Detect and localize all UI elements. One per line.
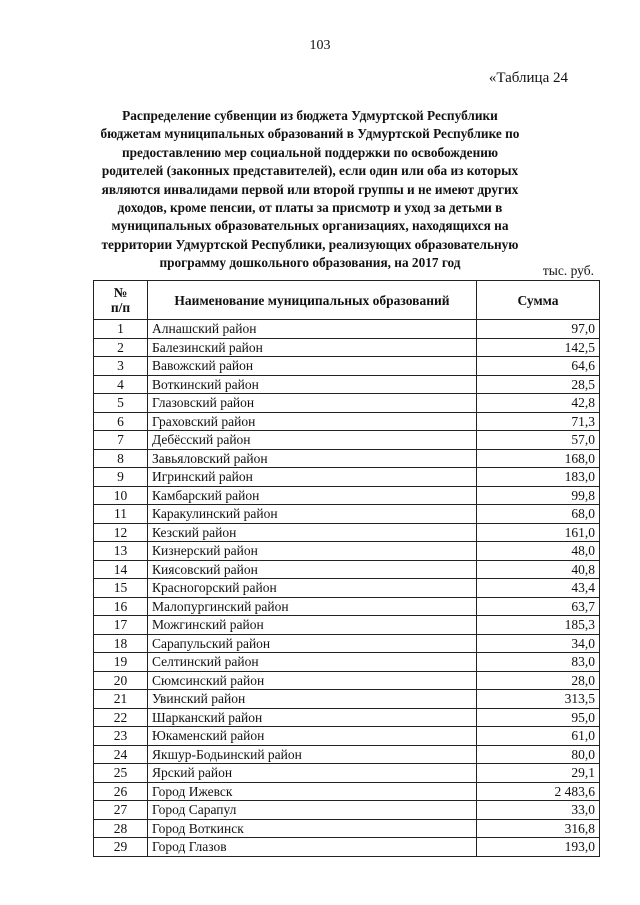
cell-num: 27 bbox=[94, 801, 148, 820]
table-row bbox=[94, 579, 600, 598]
cell-name: Алнашский район bbox=[148, 320, 477, 339]
cell-name: Город Ижевск bbox=[148, 782, 477, 801]
cell-sum: 168,0 bbox=[477, 449, 600, 468]
cell-num: 28 bbox=[94, 819, 148, 838]
cell-num: 1 bbox=[94, 320, 148, 339]
cell-num: 5 bbox=[94, 394, 148, 413]
cell-sum: 43,4 bbox=[477, 579, 600, 598]
cell-name: Киясовский район bbox=[148, 560, 477, 579]
cell-sum: 95,0 bbox=[477, 708, 600, 727]
cell-num: 13 bbox=[94, 542, 148, 561]
cell-name: Кезский район bbox=[148, 523, 477, 542]
cell-num: 15 bbox=[94, 579, 148, 598]
cell-sum: 80,0 bbox=[477, 745, 600, 764]
table-row bbox=[94, 357, 600, 376]
cell-num: 26 bbox=[94, 782, 148, 801]
subvention-table bbox=[93, 280, 600, 857]
units-label: тыс. руб. bbox=[542, 263, 594, 278]
cell-num: 2 bbox=[94, 338, 148, 357]
cell-sum: 97,0 bbox=[477, 320, 600, 339]
table-row bbox=[94, 819, 600, 838]
table-label: «Таблица 24 bbox=[488, 70, 568, 86]
table-row bbox=[94, 523, 600, 542]
cell-name: Воткинский район bbox=[148, 375, 477, 394]
table-row bbox=[94, 653, 600, 672]
cell-name: Город Глазов bbox=[148, 838, 477, 857]
cell-num: 23 bbox=[94, 727, 148, 746]
cell-sum: 193,0 bbox=[477, 838, 600, 857]
cell-sum: 68,0 bbox=[477, 505, 600, 524]
cell-sum: 48,0 bbox=[477, 542, 600, 561]
table-row bbox=[94, 745, 600, 764]
page-number: 103 bbox=[309, 38, 331, 53]
cell-num: 20 bbox=[94, 671, 148, 690]
cell-name: Селтинский район bbox=[148, 653, 477, 672]
table-row bbox=[94, 708, 600, 727]
cell-sum: 183,0 bbox=[477, 468, 600, 487]
cell-sum: 83,0 bbox=[477, 653, 600, 672]
cell-sum: 42,8 bbox=[477, 394, 600, 413]
cell-num: 14 bbox=[94, 560, 148, 579]
table-row bbox=[94, 486, 600, 505]
cell-name: Завьяловский район bbox=[148, 449, 477, 468]
cell-num: 7 bbox=[94, 431, 148, 450]
cell-sum: 34,0 bbox=[477, 634, 600, 653]
cell-name: Граховский район bbox=[148, 412, 477, 431]
cell-name: Камбарский район bbox=[148, 486, 477, 505]
table-row bbox=[94, 394, 600, 413]
cell-sum: 71,3 bbox=[477, 412, 600, 431]
cell-sum: 142,5 bbox=[477, 338, 600, 357]
cell-name: Сюмсинский район bbox=[148, 671, 477, 690]
cell-name: Город Сарапул bbox=[148, 801, 477, 820]
header-sum: Сумма bbox=[477, 281, 600, 320]
table-row bbox=[94, 801, 600, 820]
cell-sum: 313,5 bbox=[477, 690, 600, 709]
table-row bbox=[94, 449, 600, 468]
cell-name: Юкаменский район bbox=[148, 727, 477, 746]
cell-sum: 61,0 bbox=[477, 727, 600, 746]
table-row bbox=[94, 690, 600, 709]
table-row bbox=[94, 764, 600, 783]
cell-num: 10 bbox=[94, 486, 148, 505]
cell-name: Красногорский район bbox=[148, 579, 477, 598]
cell-name: Увинский район bbox=[148, 690, 477, 709]
table-row bbox=[94, 597, 600, 616]
cell-sum: 161,0 bbox=[477, 523, 600, 542]
cell-num: 18 bbox=[94, 634, 148, 653]
cell-sum: 28,0 bbox=[477, 671, 600, 690]
header-num-line1: № bbox=[113, 285, 128, 300]
table-row bbox=[94, 671, 600, 690]
cell-name: Кизнерский район bbox=[148, 542, 477, 561]
cell-name: Балезинский район bbox=[148, 338, 477, 357]
cell-sum: 63,7 bbox=[477, 597, 600, 616]
table-row bbox=[94, 560, 600, 579]
cell-num: 4 bbox=[94, 375, 148, 394]
table-row bbox=[94, 727, 600, 746]
cell-num: 19 bbox=[94, 653, 148, 672]
cell-num: 9 bbox=[94, 468, 148, 487]
cell-name: Ярский район bbox=[148, 764, 477, 783]
cell-sum: 316,8 bbox=[477, 819, 600, 838]
table-row bbox=[94, 468, 600, 487]
cell-name: Вавожский район bbox=[148, 357, 477, 376]
header-num bbox=[94, 281, 148, 320]
cell-num: 11 bbox=[94, 505, 148, 524]
cell-name: Глазовский район bbox=[148, 394, 477, 413]
cell-name: Малопургинский район bbox=[148, 597, 477, 616]
table-row bbox=[94, 634, 600, 653]
cell-sum: 29,1 bbox=[477, 764, 600, 783]
cell-sum: 28,5 bbox=[477, 375, 600, 394]
table-body bbox=[94, 320, 600, 857]
cell-name: Дебёсский район bbox=[148, 431, 477, 450]
cell-name: Каракулинский район bbox=[148, 505, 477, 524]
cell-num: 12 bbox=[94, 523, 148, 542]
cell-num: 17 bbox=[94, 616, 148, 635]
cell-sum: 99,8 bbox=[477, 486, 600, 505]
cell-num: 22 bbox=[94, 708, 148, 727]
cell-name: Можгинский район bbox=[148, 616, 477, 635]
cell-num: 3 bbox=[94, 357, 148, 376]
table-row bbox=[94, 431, 600, 450]
table-row bbox=[94, 838, 600, 857]
table-row bbox=[94, 782, 600, 801]
table-row bbox=[94, 412, 600, 431]
header-num-line2: п/п bbox=[110, 300, 131, 315]
table-row bbox=[94, 375, 600, 394]
cell-name: Игринский район bbox=[148, 468, 477, 487]
table-row bbox=[94, 616, 600, 635]
cell-num: 16 bbox=[94, 597, 148, 616]
cell-num: 6 bbox=[94, 412, 148, 431]
cell-name: Город Воткинск bbox=[148, 819, 477, 838]
table-row bbox=[94, 338, 600, 357]
cell-sum: 64,6 bbox=[477, 357, 600, 376]
cell-num: 29 bbox=[94, 838, 148, 857]
cell-num: 25 bbox=[94, 764, 148, 783]
table-row bbox=[94, 542, 600, 561]
document-title: Распределение субвенции из бюджета Удмуртской Республики бюджетам муниципальных образований в Удмуртской Республике по предоставлению мер социальной поддержки по освобождению родителей (законных представителей), если один или оба из которых являются инвалидами первой или второй группы и не имеют других доходов, кроме пенсии, от платы за присмотр и уход за детьми в муниципальных образовательных организациях, находящихся на территории Удмуртской Республики, реализующих образовательную программу дошкольного образования, на 2017 год bbox=[100, 108, 520, 271]
cell-name: Шарканский район bbox=[148, 708, 477, 727]
table-row bbox=[94, 320, 600, 339]
cell-sum: 57,0 bbox=[477, 431, 600, 450]
cell-sum: 33,0 bbox=[477, 801, 600, 820]
table-header-row bbox=[94, 281, 600, 320]
cell-name: Якшур-Бодьинский район bbox=[148, 745, 477, 764]
cell-num: 8 bbox=[94, 449, 148, 468]
cell-sum: 185,3 bbox=[477, 616, 600, 635]
cell-sum: 2 483,6 bbox=[477, 782, 600, 801]
table-row bbox=[94, 505, 600, 524]
header-name: Наименование муниципальных образований bbox=[148, 281, 477, 320]
cell-name: Сарапульский район bbox=[148, 634, 477, 653]
cell-num: 21 bbox=[94, 690, 148, 709]
cell-sum: 40,8 bbox=[477, 560, 600, 579]
cell-num: 24 bbox=[94, 745, 148, 764]
